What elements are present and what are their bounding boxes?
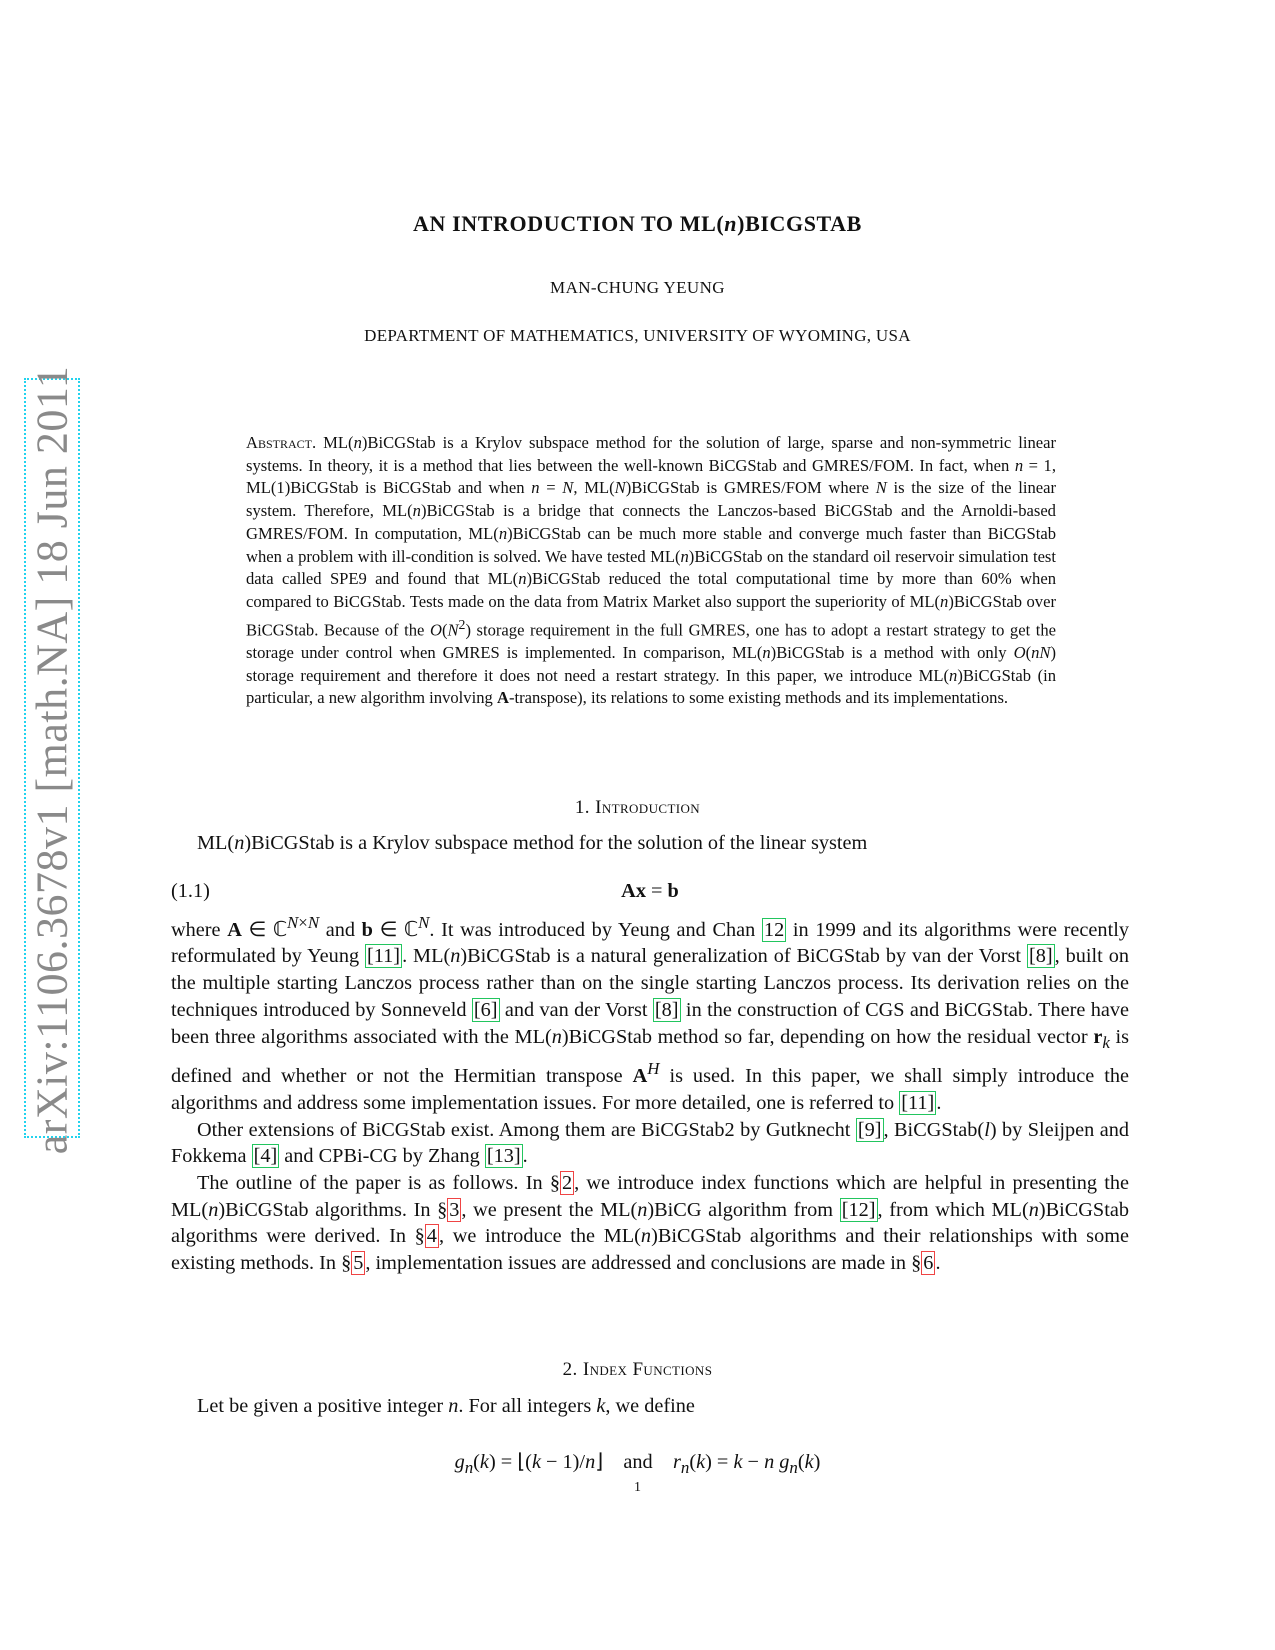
citation-8b[interactable]: [8] (654, 998, 679, 1021)
section-link-3[interactable]: 3 (449, 1198, 460, 1221)
abstract: Abstract. ML(n)BiCGStab is a Krylov subspace method for the solution of large, sparse and non-symmetric linear systems. In theory, it is a method that lies between the well-known BiCGStab and GMRES/FOM. In fact, when n = 1, ML(1)BiCGStab is BiCGStab and when n = N, ML(N)BiCGStab is GMRES/FOM where N is the size of the linear system. Therefore, ML(n)BiCGStab is a bridge that connects the Lanczos-based BiCGStab and the Arnoldi-based GMRES/FOM. In computation, ML(n)BiCGStab can be much more stable and converge much faster than BiCGStab when a problem with ill-condition is solved. We have tested ML(n)BiCGStab on the standard oil reservoir simulation test data called SPE9 and found that ML(n)BiCGStab reduced the total computational time by more than 60% when compared to BiCGStab. Tests made on the data from Matrix Market also support the superiority of ML(n)BiCGStab over BiCGStab. Because of the $O(N^2)$ storage requirement in the full GMRES, one has to adopt a restart strategy to get the storage under control when GMRES is implemented. In comparison, ML(n)BiCGStab is a method with only O(nN) storage requirement and therefore it does not need a restart strategy. In this paper, we introduce ML(n)BiCGStab (in particular, a new algorithm involving A-transpose), its relations to some existing methods and its implementations. (246, 433, 1057, 708)
citation-12b[interactable]: [12] (841, 1198, 876, 1221)
paragraph-3: The outline of the paper is as follows. In §2, we introduce index functions which are helpful in presenting the ML(n)BiCGStab algorithms. In §3, we present the ML(n)BiCG algorithm from [12], from which ML(n)BiCGStab algorithms were derived. In §4, we introduce the ML(n)BiCGStab algorithms and their relationships with some existing methods. In §5, implementation issues are addressed and conclusions are made in §6. (171, 1171, 1130, 1275)
paragraph-1: where A ∈ ℂ$^{N\times N}$ and b ∈ ℂ$^N$. It was introduced by Yeung and Chan 12 in 1999 and its algorithms were recently reformulated by Yeung [11]. ML(n)BiCGStab is a natural generalization of BiCGStab by van der Vorst [8], built on the multiple starting Lanczos process rather than on the single starting Lanczos process. Its derivation relies on the techniques introduced by Sonneveld [6] and van der Vorst [8] in the construction of CGS and BiCGStab. There have been three algorithms associated with the ML(n)BiCGStab method so far, depending on how the residual vector $r_k$ is defined and whether or not the Hermitian transpose $A^H$ is used. In this paper, we shall simply introduce the algorithms and address some implementation issues. For more detailed, one is referred to [11]. (171, 913, 1130, 1114)
section-link-6[interactable]: 6 (923, 1252, 934, 1275)
section-link-5[interactable]: 5 (353, 1252, 364, 1275)
citation-4[interactable]: [4] (253, 1145, 278, 1168)
section-1-body (171, 910, 1129, 1277)
section-2-intro: Let be given a positive integer n. For all integers k, we define (197, 1395, 695, 1417)
equation-body: Ax = b (621, 880, 679, 902)
equation-label: (1.1) (171, 880, 210, 902)
section-link-4[interactable]: 4 (426, 1225, 437, 1248)
citation-9[interactable]: [9] (857, 1118, 882, 1141)
section-link-2[interactable]: 2 (561, 1171, 573, 1194)
section-1-intro: ML(n)BiCGStab is a Krylov subspace method for the solution of the linear system (197, 832, 868, 854)
arxiv-stamp-text: arXiv:1106.3678v1 [math.NA] 18 Jun 2011 (27, 365, 77, 1155)
paragraph-2: Other extensions of BiCGStab exist. Among them are BiCGStab2 by Gutknecht [9], BiCGStab(l) by Sleijpen and Fokkema [4] and CPBi-CG by Zhang [13]. (171, 1118, 1129, 1168)
citation-12[interactable]: 12 (763, 918, 785, 941)
index-function-definition: $g_n(k)$ = ⌊(k − 1)/n⌋ and $r_n(k) = k - n$ $g_n(k)$ (454, 1451, 821, 1478)
citation-11[interactable]: [11] (367, 945, 401, 968)
abstract-label: Abstract. (246, 433, 317, 452)
paper-title: AN INTRODUCTION TO ML(n)BICGSTAB (413, 211, 862, 236)
citation-8[interactable]: [8] (1028, 945, 1053, 968)
citation-13[interactable]: [13] (486, 1145, 521, 1168)
section-2-heading: 2. Index Functions (562, 1359, 713, 1380)
page-number: 1 (634, 1480, 641, 1495)
author: MAN-CHUNG YEUNG (550, 278, 725, 297)
affiliation: DEPARTMENT OF MATHEMATICS, UNIVERSITY OF WYOMING, USA (364, 326, 911, 345)
section-1-heading: 1. Introduction (574, 797, 701, 818)
citation-6[interactable]: [6] (473, 998, 498, 1021)
citation-11b[interactable]: [11] (901, 1091, 935, 1114)
